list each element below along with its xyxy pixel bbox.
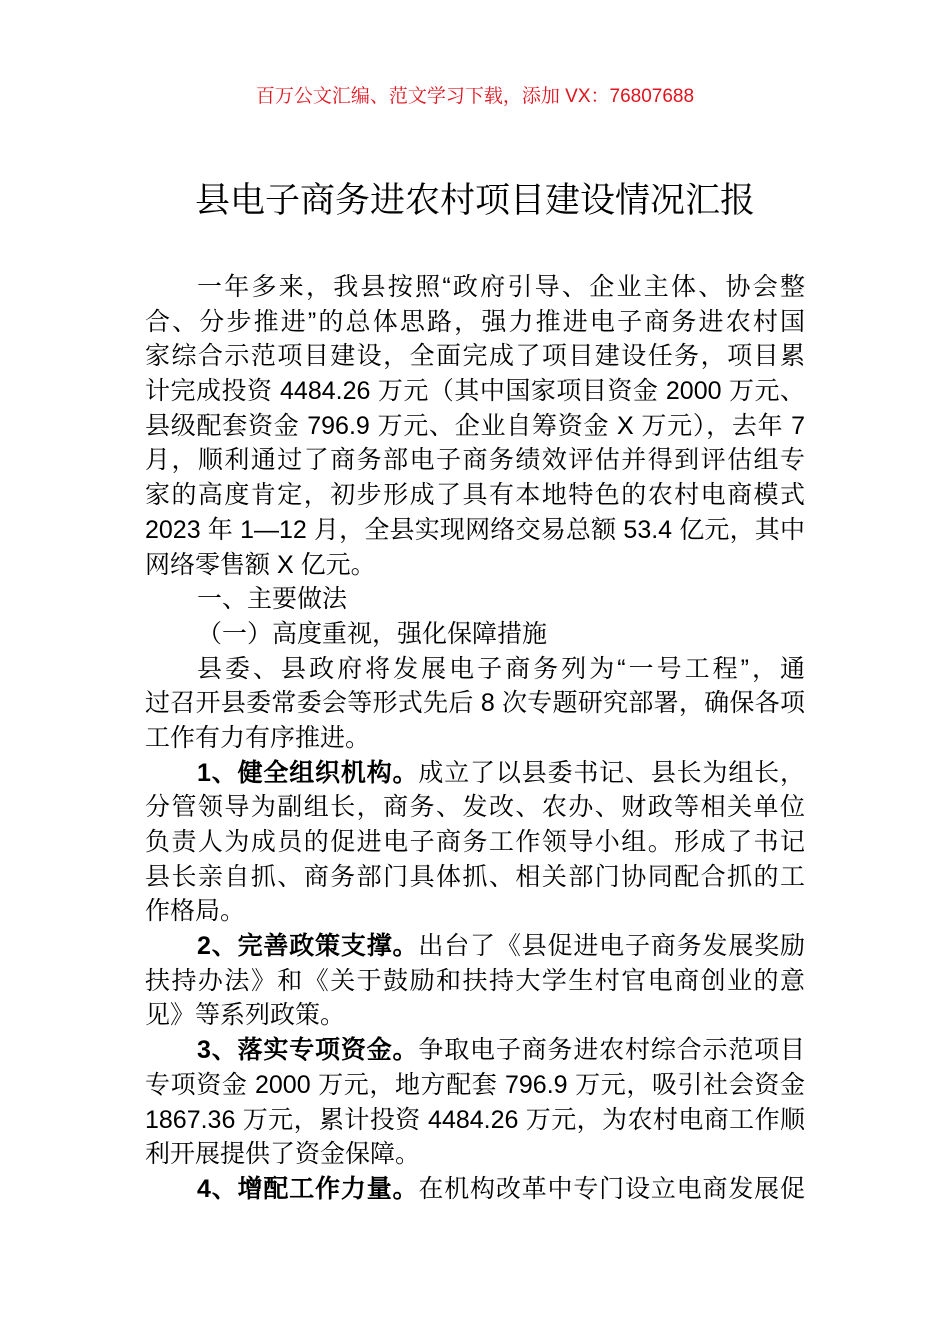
text-line [145, 860, 805, 895]
text-line [145, 513, 805, 548]
text-line [145, 790, 805, 825]
line-text: 作格局。 [145, 897, 246, 926]
text-line [145, 443, 805, 478]
text-line [145, 964, 805, 999]
line-text: 网络零售额 X 亿元。 [145, 550, 376, 579]
line-text: 县委、县政府将发展电子商务列为“一号工程”，通 [197, 654, 805, 683]
bold-lead: 4、增配工作力量。 [197, 1174, 419, 1203]
text-line [145, 270, 805, 305]
line-text: 月，顺利通过了商务部电子商务绩效评估并得到评估组专 [145, 446, 805, 475]
line-text: 工作有力有序推进。 [145, 723, 371, 752]
line-text: 2023 年 1—12 月，全县实现网络交易总额 53.4 亿元，其中 [145, 515, 805, 544]
text-line [145, 894, 805, 929]
line-text: 合、分步推进”的总体思路，强力推进电子商务进农村国 [145, 307, 805, 336]
line-text: 计完成投资 4484.26 万元（其中国家项目资金 2000 万元、 [145, 377, 805, 406]
text-line [145, 652, 805, 687]
line-text: 专项资金 2000 万元，地方配套 796.9 万元，吸引社会资金 [145, 1070, 805, 1099]
text-line [145, 998, 805, 1033]
document-title: 县电子商务进农村项目建设情况汇报 [194, 181, 755, 220]
line-text: 扶持办法》和《关于鼓励和扶持大学生村官电商创业的意 [145, 966, 805, 995]
text-line [145, 1103, 805, 1138]
text-line [145, 409, 805, 444]
text-line [145, 339, 805, 374]
line-text: 一、主要做法 [197, 585, 348, 614]
text-line [145, 305, 805, 340]
line-text: 过召开县委常委会等形式先后 8 次专题研究部署，确保各项 [145, 689, 805, 718]
text-line [145, 374, 805, 409]
text-line [145, 582, 805, 617]
text-line [145, 478, 805, 513]
text-line [145, 825, 805, 860]
line-text: 县长亲自抓、商务部门具体抓、相关部门协同配合抓的工 [145, 862, 805, 891]
line-text: 一年多来，我县按照“政府引导、企业主体、协会整 [197, 273, 805, 301]
text-line [145, 1068, 805, 1103]
document-body [145, 270, 805, 1207]
line-text: 出台了《县促进电子商务发展奖励 [418, 932, 805, 961]
line-text: 县级配套资金 796.9 万元、企业自筹资金 X 万元），去年 7 [145, 411, 805, 440]
text-line [145, 548, 805, 583]
text-line [145, 1033, 805, 1068]
line-text: 争取电子商务进农村综合示范项目 [418, 1036, 805, 1065]
line-text: 分管领导为副组长，商务、发改、农办、财政等相关单位 [145, 793, 805, 822]
line-text: 在机构改革中专门设立电商发展促 [418, 1174, 805, 1203]
bold-lead: 3、落实专项资金。 [197, 1036, 419, 1065]
text-line [145, 617, 805, 652]
text-line [145, 929, 805, 964]
watermark-header: 百万公文汇编、范文学习下载，添加 VX：76807688 [255, 86, 695, 107]
bold-lead: 2、完善政策支撑。 [197, 932, 419, 961]
line-text: 负责人为成员的促进电子商务工作领导小组。形成了书记 [145, 828, 805, 856]
line-text: 家综合示范项目建设，全面完成了项目建设任务，项目累 [145, 342, 805, 371]
line-text: 家的高度肯定，初步形成了具有本地特色的农村电商模式 [145, 481, 805, 510]
line-text: （一）高度重视，强化保障措施 [197, 619, 548, 648]
line-text: 成立了以县委书记、县长为组长， [418, 758, 805, 787]
text-line [145, 686, 805, 721]
bold-lead: 1、健全组织机构。 [197, 758, 419, 787]
line-text: 1867.36 万元，累计投资 4484.26 万元，为农村电商工作顺 [145, 1105, 805, 1134]
line-text: 利开展提供了资金保障。 [145, 1140, 421, 1169]
text-line [145, 1137, 805, 1172]
text-line [145, 1172, 805, 1207]
text-line [145, 756, 805, 791]
line-text: 见》等系列政策。 [145, 1001, 346, 1030]
text-line [145, 721, 805, 756]
